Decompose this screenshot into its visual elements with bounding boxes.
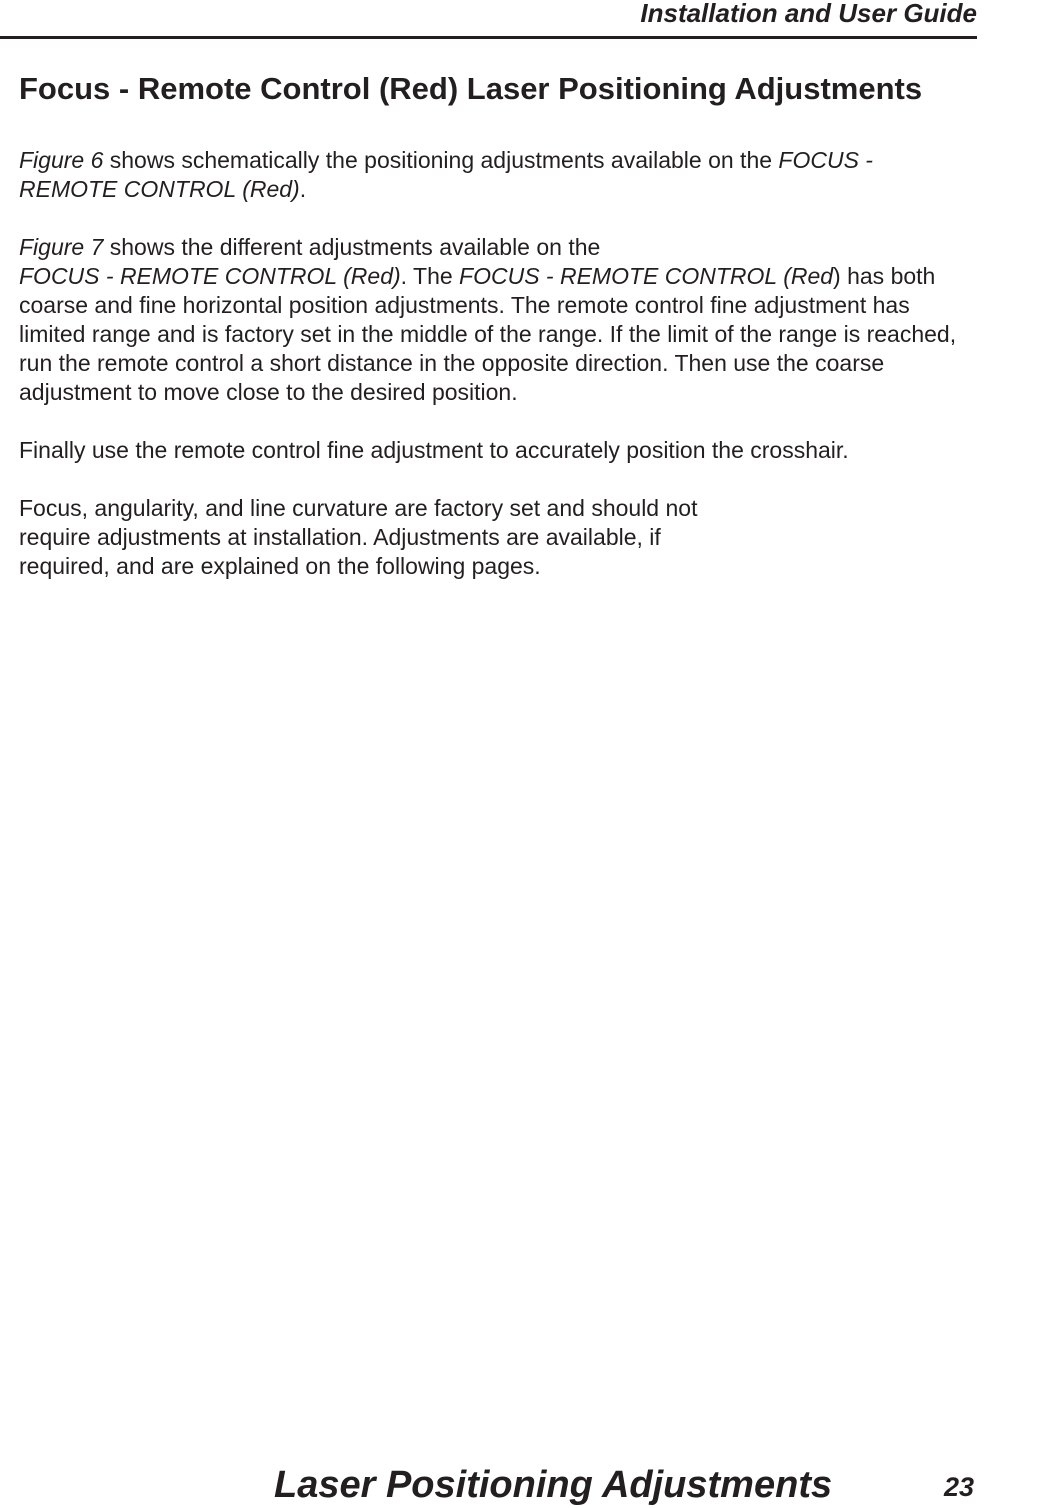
paragraph-text: .: [299, 176, 307, 202]
paragraph-text: ) has both: [833, 263, 936, 289]
paragraph-figure-6: [19, 146, 1044, 204]
paragraph-text: shows schematically the positioning adjustments available on the: [103, 147, 779, 173]
section-title: Focus - Remote Control (Red) Laser Positioning Adjustments: [19, 71, 923, 106]
paragraph-text: coarse and fine horizontal position adjustments. The remote control fine adjustment has: [19, 292, 910, 318]
paragraph-text: required, and are explained on the following pages.: [19, 553, 541, 579]
product-name: FOCUS - REMOTE CONTROL (Red: [459, 263, 834, 289]
paragraph-text: shows the different adjustments available on the: [103, 234, 601, 260]
header-rule: [0, 36, 977, 39]
product-name: REMOTE CONTROL (Red): [19, 176, 300, 202]
paragraph-text: Focus, angularity, and line curvature are factory set and should not: [19, 495, 698, 521]
paragraph-text: require adjustments at installation. Adjustments are available, if: [19, 524, 661, 550]
paragraph-text: . The: [400, 263, 460, 289]
product-name: FOCUS -: [778, 147, 873, 173]
paragraph-text: limited range and is factory set in the middle of the range. If the limit of the range is reached,: [19, 321, 957, 347]
paragraph-crosshair: [19, 436, 1044, 465]
paragraph-figure-7: [19, 233, 1044, 407]
running-header: Installation and User Guide: [640, 0, 977, 28]
page-number: 23: [944, 1472, 975, 1502]
figure-reference: Figure 6: [19, 147, 104, 173]
paragraph-factory-settings: [19, 494, 1044, 581]
product-name: FOCUS - REMOTE CONTROL (Red): [19, 263, 401, 289]
paragraph-text: run the remote control a short distance in the opposite direction. Then use the coarse: [19, 350, 885, 376]
paragraph-text: Finally use the remote control fine adjustment to accurately position the crosshair.: [19, 437, 849, 463]
footer-chapter-title: Laser Positioning Adjustments: [274, 1464, 833, 1506]
figure-reference: Figure 7: [19, 234, 104, 260]
paragraph-text: adjustment to move close to the desired position.: [19, 379, 518, 405]
body-text: [19, 146, 1044, 610]
